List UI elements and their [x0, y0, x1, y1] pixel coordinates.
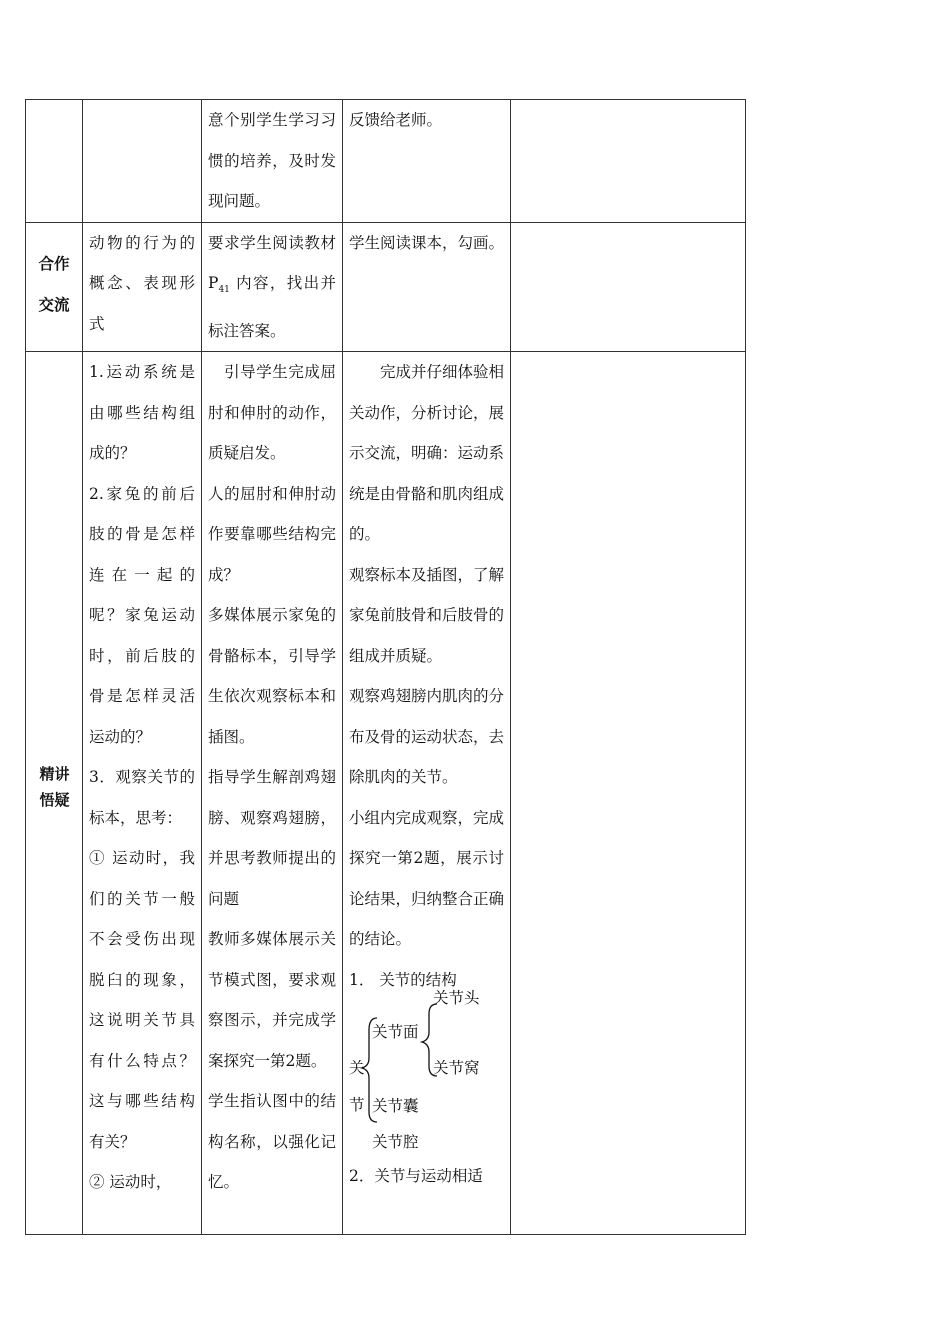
content-cell — [83, 352, 202, 1235]
content-cell — [83, 222, 202, 352]
student-paragraph: 小组内完成观察，完成探究一第2题，展示讨论结果，归纳整合正确的结论。 — [349, 808, 505, 949]
student-activity-cell — [343, 222, 511, 352]
joint-structure-diagram — [349, 989, 504, 1160]
table-row — [26, 222, 746, 352]
content-paragraph: 2.家兔的前后肢的骨是怎样连在一起的呢？家兔运动时，前后肢的骨是怎样灵活运动的？ — [89, 484, 195, 746]
student-text: 反馈给老师。 — [349, 111, 443, 129]
page-subscript: 41 — [218, 285, 230, 296]
content-paragraph: 1.运动系统是由哪些结构组成的？ — [89, 363, 195, 463]
diagram-capsule: 关节囊 — [372, 1097, 419, 1116]
lesson-plan-table — [25, 99, 746, 1235]
teacher-activity-cell — [202, 100, 343, 223]
student-paragraph: 1． 关节的结构 — [349, 970, 457, 989]
phase-column-overlay — [26, 340, 83, 1223]
teacher-text-part: 内容，找出并标注答案。 — [208, 274, 336, 340]
content-text: 动物的行为的概念、表现形式 — [89, 233, 195, 333]
phase-label: 合作 — [38, 255, 70, 274]
teacher-activity-cell — [202, 352, 343, 1235]
teacher-text-part: 要求学生阅读教材 P — [208, 233, 341, 292]
diagram-socket: 关节窝 — [433, 1059, 480, 1078]
content-paragraph: 3．观察关节的标本，思考： — [89, 768, 195, 827]
teacher-paragraph: 教师多媒体展示关节模式图，要求观察图示，并完成学案探究一第2题。 — [208, 930, 336, 1070]
student-text: 学生阅读课本，勾画。 — [349, 233, 505, 252]
phase-label: 精讲 — [39, 764, 70, 783]
teacher-paragraph: 引导学生完成屈肘和伸肘的动作，质疑启发。 — [208, 363, 336, 463]
diagram-face: 关节面 — [372, 1023, 419, 1042]
notes-cell — [511, 222, 746, 352]
teacher-activity-cell — [202, 222, 343, 352]
student-paragraph: 观察鸡翅膀内肌肉的分布及骨的运动状态，去除肌肉的关节。 — [349, 687, 505, 787]
student-paragraph: 观察标本及插图，了解家兔前肢骨和后肢骨的组成并质疑。 — [349, 565, 505, 665]
content-paragraph: ① 运动时，我们的关节一般不会受伤出现脱臼的现象，这说明关节具有什么特点？这与哪些结构有关？ — [89, 849, 195, 1151]
student-paragraph: 完成并仔细体验相关动作，分析讨论，展示交流，明确：运动系统是由骨骼和肌肉组成的。 — [349, 363, 505, 544]
teacher-text — [208, 223, 341, 352]
teacher-text: 意个别学生学习习惯的培养，及时发现问题。 — [208, 111, 336, 210]
phase-cell — [26, 100, 83, 223]
diagram-root-top: 关 — [349, 1059, 365, 1078]
phase-label: 悟疑 — [39, 790, 70, 809]
phase-cell — [26, 222, 83, 352]
student-activity-cell — [343, 100, 511, 223]
teacher-paragraph: 指导学生解剖鸡翅膀、观察鸡翅膀，并思考教师提出的问题 — [208, 768, 336, 908]
table-row — [26, 100, 746, 223]
diagram-head: 关节头 — [433, 989, 480, 1008]
content-cell — [83, 100, 202, 223]
teacher-paragraph: 多媒体展示家兔的骨骼标本，引导学生依次观察标本和插图。 — [208, 606, 336, 746]
diagram-cavity: 关节腔 — [372, 1133, 419, 1152]
student-activity-cell — [343, 352, 511, 1235]
student-paragraph: 2．关节与运动相适 — [349, 1167, 483, 1186]
phase-label: 交流 — [38, 295, 70, 314]
table-row — [26, 352, 746, 1235]
diagram-root-bottom: 节 — [349, 1096, 365, 1115]
content-paragraph: ② 运动时， — [89, 1173, 172, 1192]
teacher-paragraph: 人的屈肘和伸肘动作要靠哪些结构完成？ — [208, 484, 336, 584]
notes-cell — [511, 352, 746, 1235]
teacher-paragraph: 学生指认图中的结构名称，以强化记忆。 — [208, 1092, 336, 1192]
notes-cell — [511, 100, 746, 223]
